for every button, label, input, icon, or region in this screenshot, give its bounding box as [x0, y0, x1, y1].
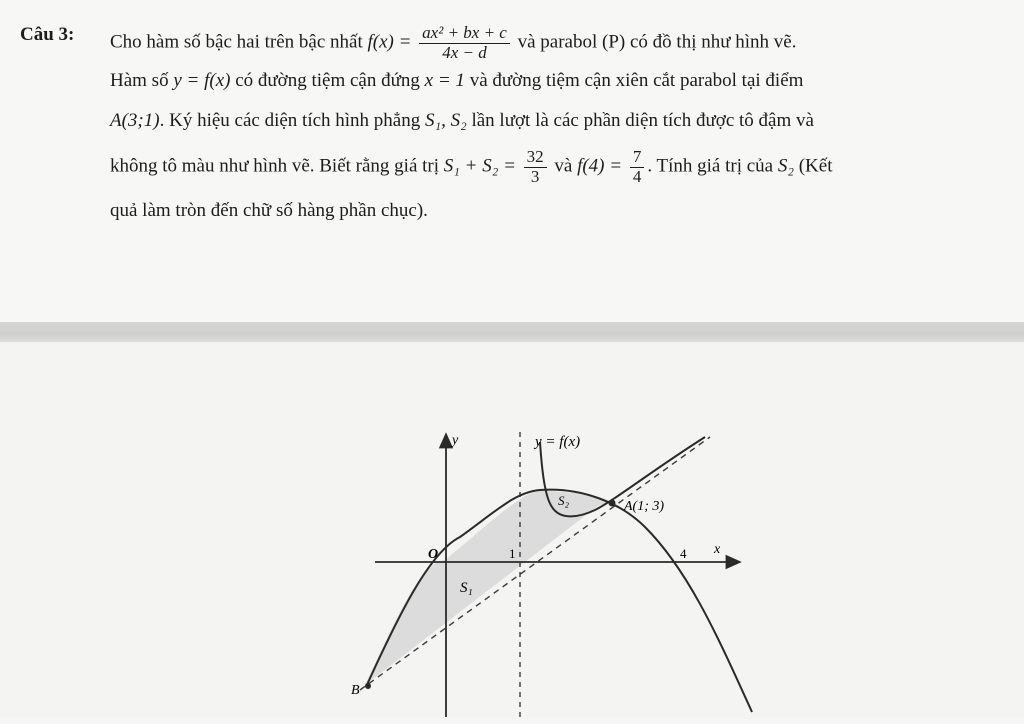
math-s1-s2: S₁, S₂ [425, 110, 467, 131]
fraction-denominator: 4 [632, 166, 642, 186]
s2-label: S₂ [558, 493, 570, 508]
question-line-5: quả làm tròn đến chữ số hàng phần chục). [110, 200, 428, 221]
fraction-numerator: ax² + bx + c [419, 24, 510, 44]
math-x-eq-1: x = 1 [424, 70, 465, 91]
y-axis-label: y [452, 433, 459, 448]
point-b [365, 683, 371, 689]
fraction-32-3 [524, 148, 547, 186]
fraction-fx [419, 24, 510, 62]
question-line-4 [110, 148, 832, 186]
text-line2-c: và đường tiệm cận xiên cắt parabol tại điểm [469, 70, 804, 91]
oblique-asymptote [360, 437, 710, 690]
question-label: Câu 3: [20, 24, 75, 45]
question-line-3 [110, 110, 814, 132]
section-divider [0, 322, 1024, 342]
math-point-a: A(3;1) [110, 110, 160, 131]
text-line4-b: và [554, 155, 573, 177]
x-axis-label: x [714, 542, 721, 557]
origin-label: O [428, 547, 439, 562]
fraction-numerator: 32 [524, 148, 547, 168]
text-line4-a: không tô màu như hình vẽ. Biết rằng giá trị [110, 155, 440, 177]
text-line3-b: . Ký hiệu các diện tích hình phẳng [159, 110, 421, 131]
fraction-denominator: 3 [530, 166, 540, 186]
text-line4-c: . Tính giá trị của [647, 155, 774, 177]
tick-label-4: 4 [680, 546, 687, 561]
question-line-2 [110, 70, 803, 92]
math-s2: S₂ [777, 155, 794, 177]
graph-figure [0, 342, 1024, 719]
figure-area [0, 342, 1024, 719]
text-line3-c: lần lượt là các phần diện tích được tô đậm và [471, 110, 814, 131]
math-sum: S₁ + S₂ = [443, 155, 516, 177]
math-fx: f(x) = [367, 31, 412, 53]
point-a-label: A(1; 3) [624, 499, 665, 514]
text-line1-a: Cho hàm số bậc hai trên bậc nhất [110, 31, 363, 53]
tick-label-1: 1 [509, 546, 516, 561]
text-line4-d: (Kết [798, 155, 833, 177]
fraction-denominator: 4x − d [442, 42, 487, 62]
question-line-1 [110, 24, 797, 62]
text-line1-b: và parabol (P) có đồ thị như hình vẽ. [517, 31, 797, 53]
curve-label: y = f(x) [535, 434, 581, 450]
text-line2-b: có đường tiệm cận đứng [235, 70, 420, 91]
text-line2-a: Hàm số [110, 70, 169, 91]
fraction-7-4 [630, 148, 645, 186]
math-f4: f(4) = [577, 155, 623, 177]
question-section [0, 0, 1024, 322]
point-a [609, 500, 616, 507]
point-b-label: B [351, 683, 360, 698]
fraction-numerator: 7 [630, 148, 645, 168]
s1-label: S₁ [460, 580, 473, 596]
math-y-fx: y = f(x) [173, 70, 231, 91]
